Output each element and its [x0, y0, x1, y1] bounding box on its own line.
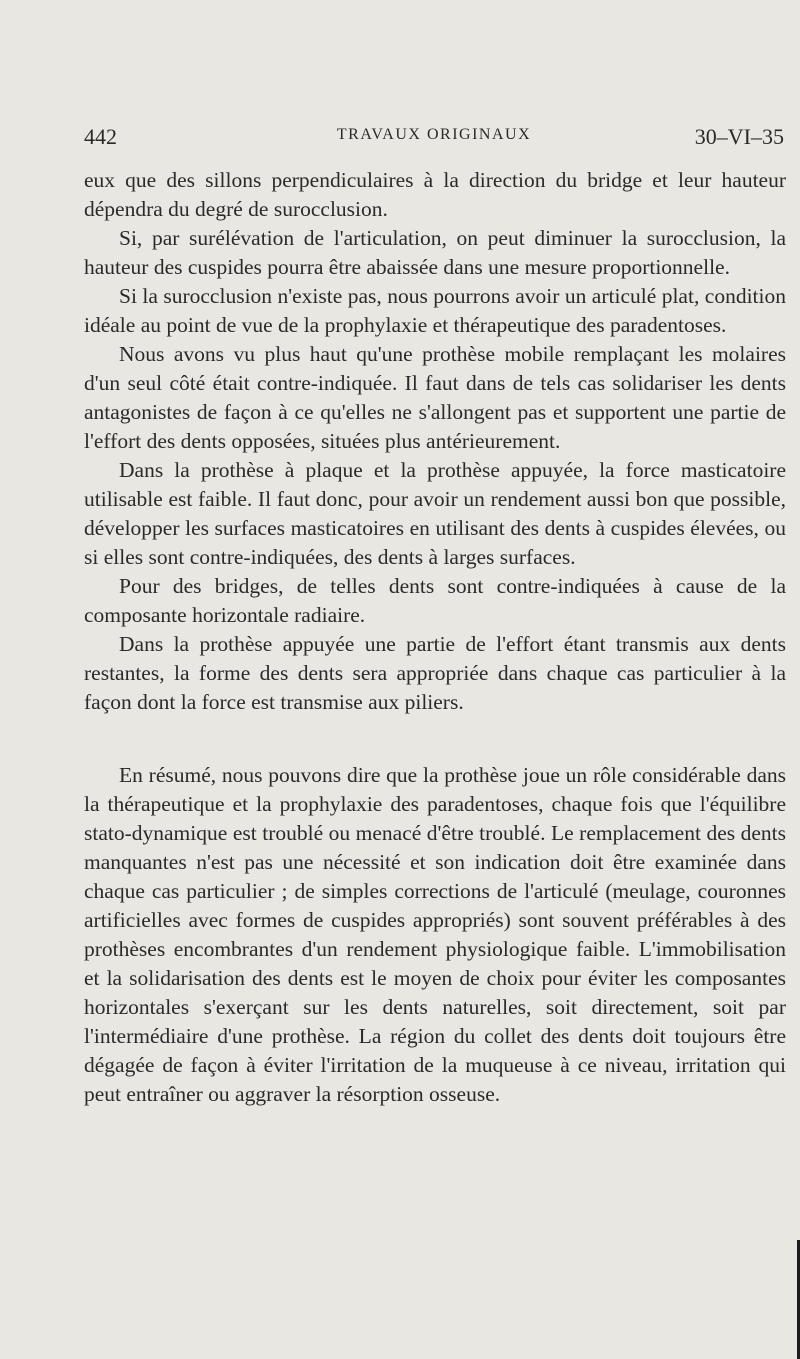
paragraph: Si la surocclusion n'existe pas, nous pourrons avoir un articulé plat, condition idéale au point de vue de la prophylaxie et thérapeutique des paradentoses. [84, 284, 786, 337]
issue-date: 30–VI–35 [694, 124, 784, 149]
page-header [84, 118, 784, 148]
paragraph: Nous avons vu plus haut qu'une prothèse mobile remplaçant les molaires d'un seul côté était contre-indiquée. Il faut dans de tels cas solidariser les dents antagonistes de façon à ce qu'elles ne s'allongent pas et supportent une partie de l'effort des dents opposées, situées plus antérieurement. [84, 342, 786, 453]
paragraph-continued: eux que des sillons perpendiculaires à la direction du bridge et leur hauteur dépendra du degré de surocclusion. [84, 168, 786, 221]
paragraph: Pour des bridges, de telles dents sont contre-indiquées à cause de la composante horizontale radiaire. [84, 574, 786, 627]
summary-paragraph: En résumé, nous pouvons dire que la prothèse joue un rôle considérable dans la thérapeutique et la prophylaxie des paradentoses, chaque fois que l'équilibre stato-dynamique est troublé ou menacé d'être troublé. Le remplacement des dents manquantes n'est pas une nécessité et son indication doit être examinée dans chaque cas particulier ; de simples corrections de l'articulé (meulage, couronnes artificielles avec formes de cuspides appropriés) sont souvent préférables à des prothèses encombrantes d'un rendement physiologique faible. L'immobilisation et la solidarisation des dents est le moyen de choix pour éviter les composantes horizontales s'exerçant sur les dents naturelles, soit directement, soit par l'intermédiaire d'une prothèse. La région du collet des dents doit toujours être dégagée de façon à éviter l'irritation de la muqueuse à ce niveau, irritation qui peut entraîner ou aggraver la résorption osseuse. [84, 763, 786, 1106]
running-title: TRAVAUX ORIGINAUX [336, 126, 532, 143]
paragraph: Dans la prothèse appuyée une partie de l'effort étant transmis aux dents restantes, la forme des dents sera appropriée dans chaque cas particulier à la façon dont la force est transmise aux piliers. [84, 632, 786, 714]
paragraph: Si, par surélévation de l'articulation, on peut diminuer la surocclusion, la hauteur des cuspides pourra être abaissée dans une mesure proportionnelle. [84, 226, 786, 279]
paragraph: Dans la prothèse à plaque et la prothèse appuyée, la force masticatoire utilisable est faible. Il faut donc, pour avoir un rendement aussi bon que possible, développer les surfaces masticatoires en utilisant des dents à cuspides élevées, ou si elles sont contre-indiquées, des dents à larges surfaces. [84, 458, 786, 569]
article-body [84, 166, 786, 1109]
page-number: 442 [84, 124, 117, 149]
